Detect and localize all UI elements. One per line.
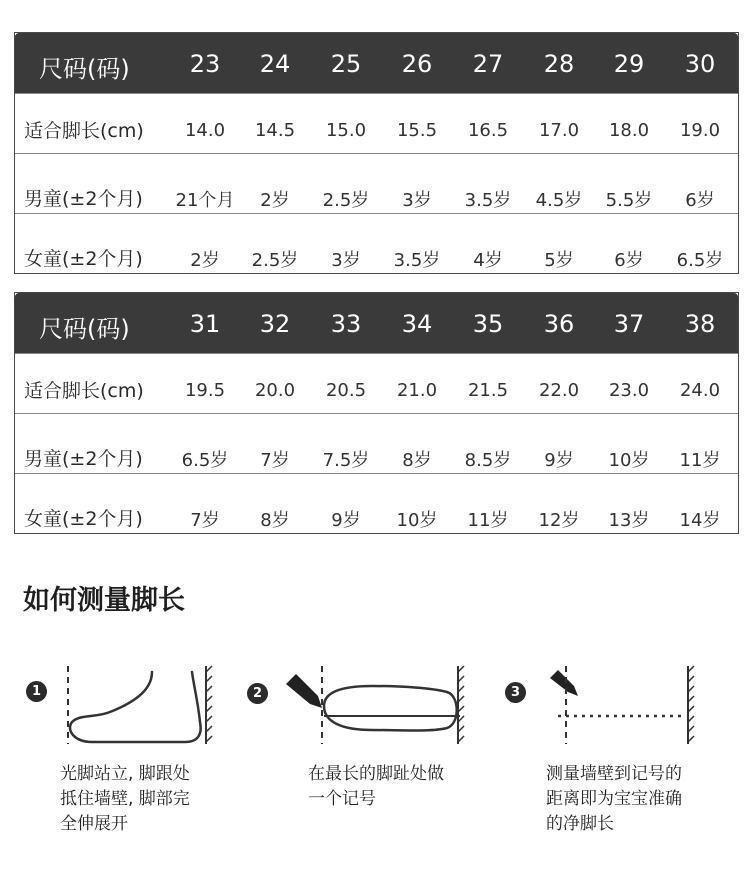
- size-chart-table-2: [14, 292, 739, 534]
- table-cell: 11岁: [679, 450, 721, 471]
- size-cell: 27: [472, 50, 504, 78]
- table-cell: 21.0: [396, 380, 438, 401]
- table-cell: 22.0: [538, 380, 580, 401]
- step-caption-line: 的净脚长: [546, 814, 614, 834]
- table-cell: 23.0: [608, 380, 650, 401]
- table-cell: 19.5: [184, 380, 226, 401]
- header-label: 尺码(码): [39, 55, 130, 83]
- row-label: 女童(±2个月): [24, 248, 143, 270]
- howto-title: 如何测量脚长: [23, 585, 185, 616]
- table-row: [15, 413, 738, 473]
- table-cell: 24.0: [679, 380, 721, 401]
- table-cell: 2.5岁: [322, 190, 370, 211]
- table-cell: 19.0: [679, 120, 721, 141]
- step-caption-line: 全伸展开: [60, 814, 128, 834]
- size-cell: 28: [543, 50, 575, 78]
- size-cell: 29: [613, 50, 645, 78]
- table-cell: 20.0: [254, 380, 296, 401]
- table-cell: 9岁: [544, 450, 574, 471]
- step-number-badge: 2: [247, 683, 268, 704]
- size-cell: 38: [684, 310, 716, 338]
- size-cell: 37: [613, 310, 645, 338]
- step-caption-line: 抵住墙壁, 脚部完: [60, 789, 190, 809]
- size-cell: 23: [189, 50, 221, 78]
- step-caption-line: 距离即为宝宝准确: [546, 789, 682, 809]
- table-cell: 12岁: [538, 510, 580, 531]
- table-row: [15, 213, 738, 273]
- table-cell: 6岁: [614, 250, 644, 271]
- table-cell: 4岁: [473, 250, 503, 271]
- size-cell: 32: [259, 310, 291, 338]
- table-cell: 5岁: [544, 250, 574, 271]
- size-cell: 26: [401, 50, 433, 78]
- table-cell: 9岁: [331, 510, 361, 531]
- pen-mark-toe-icon: [282, 662, 467, 747]
- table-cell: 3.5岁: [393, 250, 441, 271]
- table-cell: 4.5岁: [535, 190, 583, 211]
- step-number-badge: 3: [505, 682, 526, 703]
- step-number-badge: 1: [26, 681, 47, 702]
- step-caption-line: 测量墙壁到记号的: [546, 764, 682, 784]
- header-label: 尺码(码): [39, 315, 130, 343]
- size-cell: 30: [684, 50, 716, 78]
- table-cell: 8岁: [260, 510, 290, 531]
- ruler-measure-icon: [548, 662, 698, 747]
- step-caption: [60, 762, 190, 837]
- step-caption: [546, 762, 682, 837]
- table-cell: 13岁: [608, 510, 650, 531]
- step-caption-line: 光脚站立, 脚跟处: [60, 764, 190, 784]
- table-cell: 14岁: [679, 510, 721, 531]
- table-cell: 11岁: [467, 510, 509, 531]
- table-row: [15, 93, 738, 153]
- table-row: [15, 353, 738, 413]
- table-cell: 6.5岁: [676, 250, 724, 271]
- table-cell: 3岁: [402, 190, 432, 211]
- table-row: [15, 153, 738, 213]
- table-cell: 15.5: [396, 120, 438, 141]
- table-cell: 15.0: [325, 120, 367, 141]
- table-cell: 6.5岁: [181, 450, 229, 471]
- row-label: 适合脚长(cm): [24, 120, 144, 142]
- table-row: [15, 473, 738, 533]
- table-cell: 20.5: [325, 380, 367, 401]
- size-cell: 36: [543, 310, 575, 338]
- table-cell: 16.5: [467, 120, 509, 141]
- row-label: 男童(±2个月): [24, 188, 143, 210]
- table-cell: 21.5: [467, 380, 509, 401]
- table-cell: 2岁: [260, 190, 290, 211]
- table-cell: 3.5岁: [464, 190, 512, 211]
- row-label: 女童(±2个月): [24, 508, 143, 530]
- table-cell: 7.5岁: [322, 450, 370, 471]
- size-cell: 24: [259, 50, 291, 78]
- table-cell: 3岁: [331, 250, 361, 271]
- table-cell: 8.5岁: [464, 450, 512, 471]
- step-caption: [308, 762, 444, 812]
- size-cell: 35: [472, 310, 504, 338]
- table-cell: 10岁: [608, 450, 650, 471]
- size-cell: 34: [401, 310, 433, 338]
- step-caption-line: 在最长的脚趾处做: [308, 764, 444, 784]
- table-cell: 17.0: [538, 120, 580, 141]
- table-cell: 21个月: [175, 190, 235, 211]
- table-cell: 18.0: [608, 120, 650, 141]
- foot-against-wall-icon: [60, 662, 215, 747]
- size-chart-table-1: [14, 32, 739, 274]
- size-cell: 31: [189, 310, 221, 338]
- table-cell: 8岁: [402, 450, 432, 471]
- table-cell: 5.5岁: [605, 190, 653, 211]
- table-cell: 6岁: [685, 190, 715, 211]
- table-header: [15, 33, 738, 93]
- table-header: [15, 293, 738, 353]
- table-cell: 2岁: [190, 250, 220, 271]
- table-cell: 7岁: [260, 450, 290, 471]
- table-cell: 14.0: [184, 120, 226, 141]
- row-label: 男童(±2个月): [24, 448, 143, 470]
- table-cell: 10岁: [396, 510, 438, 531]
- step-caption-line: 一个记号: [308, 789, 376, 809]
- table-cell: 14.5: [254, 120, 296, 141]
- table-cell: 2.5岁: [251, 250, 299, 271]
- size-cell: 25: [330, 50, 362, 78]
- row-label: 适合脚长(cm): [24, 380, 144, 402]
- table-cell: 7岁: [190, 510, 220, 531]
- size-cell: 33: [330, 310, 362, 338]
